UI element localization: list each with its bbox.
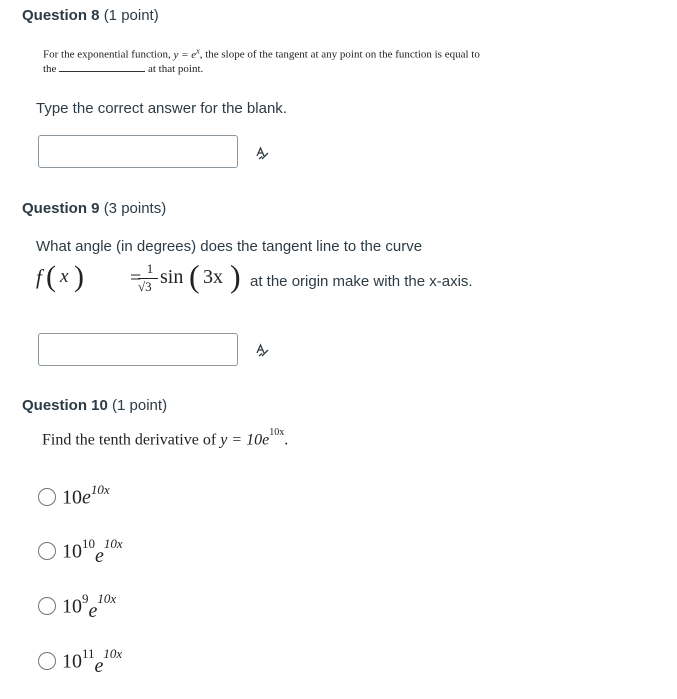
paren-close: )	[74, 260, 84, 293]
period: .	[284, 431, 289, 449]
question-10-text	[42, 427, 289, 449]
text-fragment: , the slope of the tangent at any point on the function is equal to	[199, 48, 480, 61]
question-9-formula	[36, 258, 286, 302]
fraction-denominator: √3	[138, 279, 152, 294]
question-points: (1 point)	[112, 397, 168, 414]
formula-exponent: 10x	[269, 427, 285, 438]
formula-f: f	[36, 265, 42, 289]
radio-icon[interactable]	[38, 652, 56, 670]
formula-equals: =	[130, 267, 142, 289]
radio-icon[interactable]	[38, 542, 56, 560]
question-9-header	[22, 200, 166, 217]
formula-argument: 3x	[203, 266, 223, 288]
question-title: Question 9	[22, 200, 100, 217]
instruction-text: Type the correct answer for the blank.	[36, 100, 287, 117]
spellcheck-icon[interactable]	[254, 342, 270, 358]
radio-icon[interactable]	[38, 488, 56, 506]
formula: y = 10e	[220, 431, 270, 449]
question-9-text: What angle (in degrees) does the tangent line to the curve	[36, 238, 423, 255]
option-1[interactable]	[38, 484, 110, 510]
question-10-header	[22, 397, 167, 414]
paren-close: )	[230, 258, 241, 294]
question-points: (1 point)	[103, 7, 159, 24]
option-4[interactable]	[38, 646, 123, 677]
option-3[interactable]	[38, 591, 117, 622]
answer-input-q9[interactable]	[38, 333, 238, 366]
option-label: $10e^{10x}$	[62, 482, 110, 509]
option-label: $10^9e^{10x}$	[62, 591, 117, 622]
question-8-header	[22, 7, 159, 24]
fraction-numerator: 1	[146, 261, 154, 276]
answer-input-q8[interactable]	[38, 135, 238, 168]
option-label: $10^{11}e^{10x}$	[62, 646, 123, 677]
text-fragment: at that point.	[147, 62, 204, 75]
question-points: (3 points)	[103, 200, 167, 217]
formula-sin: sin	[160, 266, 184, 288]
formula: y = e	[173, 48, 197, 61]
spellcheck-icon[interactable]	[254, 145, 270, 161]
option-2[interactable]	[38, 536, 123, 567]
question-title: Question 8	[22, 7, 100, 24]
formula-x: x	[60, 266, 69, 287]
text-fragment: For the exponential function,	[43, 48, 171, 61]
radio-icon[interactable]	[38, 597, 56, 615]
question-8-text	[43, 44, 523, 76]
question-9-tail: at the origin make with the x-axis.	[250, 273, 473, 290]
option-label: $10^{10}e^{10x}$	[62, 536, 123, 567]
text-fragment: Find the tenth derivative of	[42, 431, 217, 449]
blank-line	[59, 62, 145, 72]
paren-open: (	[46, 260, 56, 293]
formula-exponent: x	[196, 46, 200, 55]
question-title: Question 10	[22, 397, 108, 414]
text-fragment: the	[43, 62, 57, 75]
paren-open: (	[189, 258, 200, 294]
